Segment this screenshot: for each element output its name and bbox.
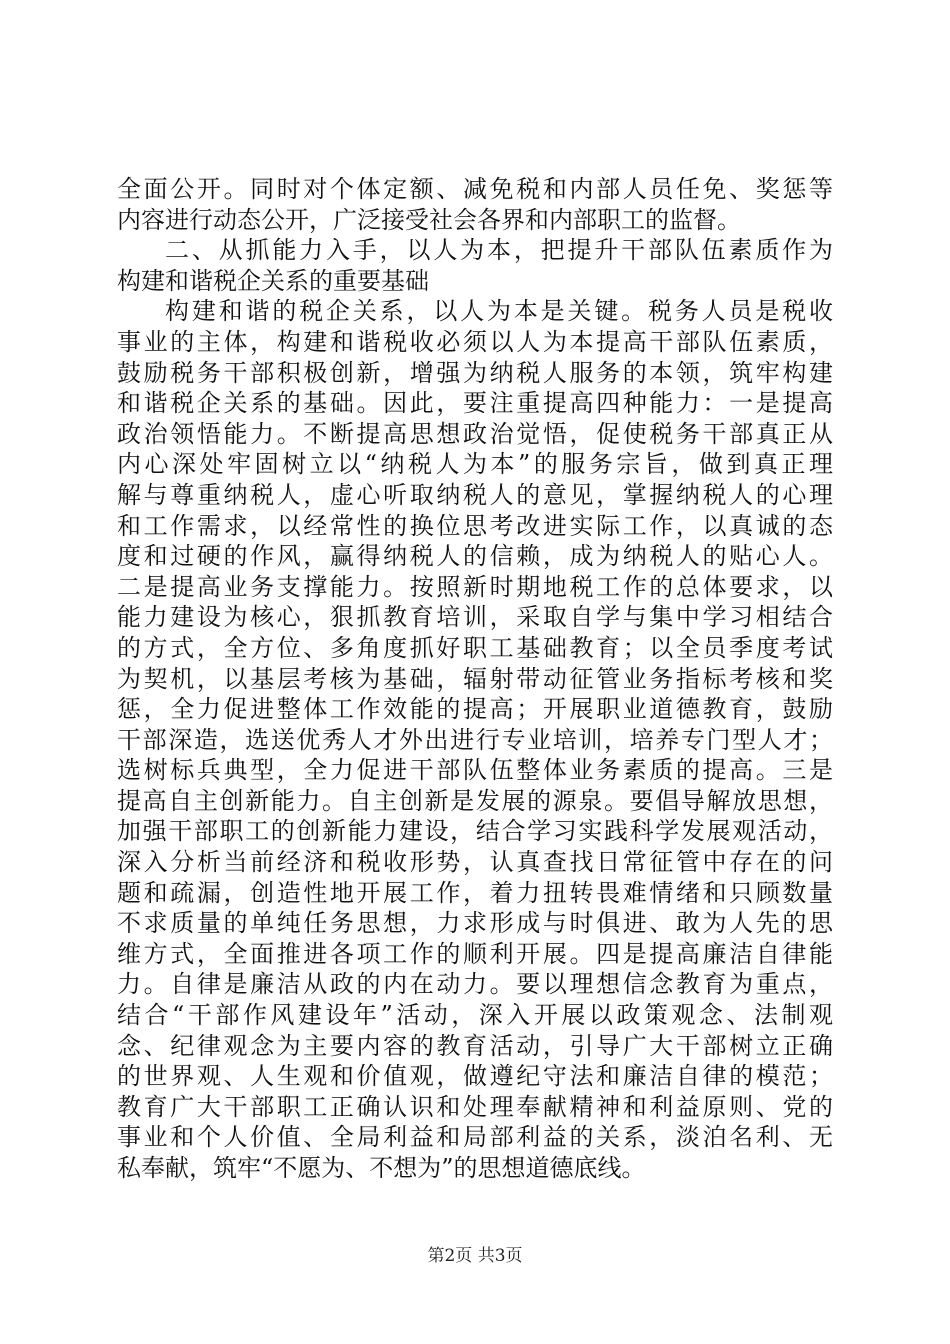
text-line: 力。自律是廉洁从政的内在动力。要以理想信念教育为重点， <box>117 970 833 999</box>
text-line: 干部深造，选送优秀人才外出进行专业培训，培养专门型人才； <box>117 725 833 754</box>
text-line: 加强干部职工的创新能力建设，结合学习实践科学发展观活动， <box>117 817 833 846</box>
text-line: 惩，全力促进整体工作效能的提高；开展职业道德教育，鼓励 <box>117 695 833 724</box>
text-line: 提高自主创新能力。自主创新是发展的源泉。要倡导解放思想， <box>117 786 833 815</box>
section-heading: 构建和谐税企关系的重要基础 <box>117 266 429 295</box>
text-line: 度和过硬的作风，赢得纳税人的信赖，成为纳税人的贴心人。 <box>117 542 833 571</box>
page-number-label: 第2页 共3页 <box>427 1246 523 1266</box>
text-line: 内心深处牢固树立以“纳税人为本”的服务宗旨，做到真正理 <box>117 450 833 479</box>
text-line: 念、纪律观念为主要内容的教育活动，引导广大干部树立正确 <box>117 1031 833 1060</box>
text-line: 为契机，以基层考核为基础，辐射带动征管业务指标考核和奖 <box>117 664 833 693</box>
document-body <box>117 174 833 1184</box>
text-line: 和工作需求，以经常性的换位思考改进实际工作，以真诚的态 <box>117 511 833 540</box>
text-line: 全面公开。同时对个体定额、减免税和内部人员任免、奖惩等 <box>117 175 833 203</box>
text-line: 结合“干部作风建设年”活动，深入开展以政策观念、法制观 <box>117 1001 833 1030</box>
text-line: 的方式，全方位、多角度抓好职工基础教育；以全员季度考试 <box>117 633 833 662</box>
text-line: 政治领悟能力。不断提高思想政治觉悟，促使税务干部真正从 <box>117 419 833 448</box>
text-line: 私奉献，筑牢“不愿为、不想为”的思想道德底线。 <box>117 1154 646 1182</box>
text-line: 事业的主体，构建和谐税收必须以人为本提高干部队伍素质， <box>117 327 833 356</box>
page-footer <box>0 1245 950 1267</box>
text-line: 的世界观、人生观和价值观，做遵纪守法和廉洁自律的模范； <box>117 1062 833 1091</box>
text-line: 教育广大干部职工正确认识和处理奉献精神和利益原则、党的 <box>117 1092 833 1121</box>
section-heading: 二、从抓能力入手，以人为本，把提升干部队伍素质作为 <box>165 236 833 265</box>
text-line: 二是提高业务支撑能力。按照新时期地税工作的总体要求，以 <box>117 572 833 601</box>
text-line: 题和疏漏，创造性地开展工作，着力扭转畏难情绪和只顾数量 <box>117 878 833 907</box>
text-line: 和谐税企关系的基础。因此，要注重提高四种能力：一是提高 <box>117 389 833 418</box>
text-line: 事业和个人价值、全局利益和局部利益的关系，淡泊名利、无 <box>117 1123 833 1152</box>
text-line: 选树标兵典型，全力促进干部队伍整体业务素质的提高。三是 <box>117 756 833 785</box>
text-line: 深入分析当前经济和税收形势，认真查找日常征管中存在的问 <box>117 848 833 877</box>
text-line: 内容进行动态公开，广泛接受社会各界和内部职工的监督。 <box>117 205 741 234</box>
text-line: 能力建设为核心，狠抓教育培训，采取自学与集中学习相结合 <box>117 603 833 632</box>
text-line: 不求质量的单纯任务思想，力求形成与时俱进、敢为人先的思 <box>117 909 833 938</box>
text-line: 构建和谐的税企关系，以人为本是关键。税务人员是税收 <box>165 297 833 326</box>
text-line: 鼓励税务干部积极创新，增强为纳税人服务的本领，筑牢构建 <box>117 358 833 387</box>
text-line: 解与尊重纳税人，虚心听取纳税人的意见，掌握纳税人的心理 <box>117 480 833 509</box>
text-line: 维方式，全面推进各项工作的顺利开展。四是提高廉洁自律能 <box>117 939 833 968</box>
